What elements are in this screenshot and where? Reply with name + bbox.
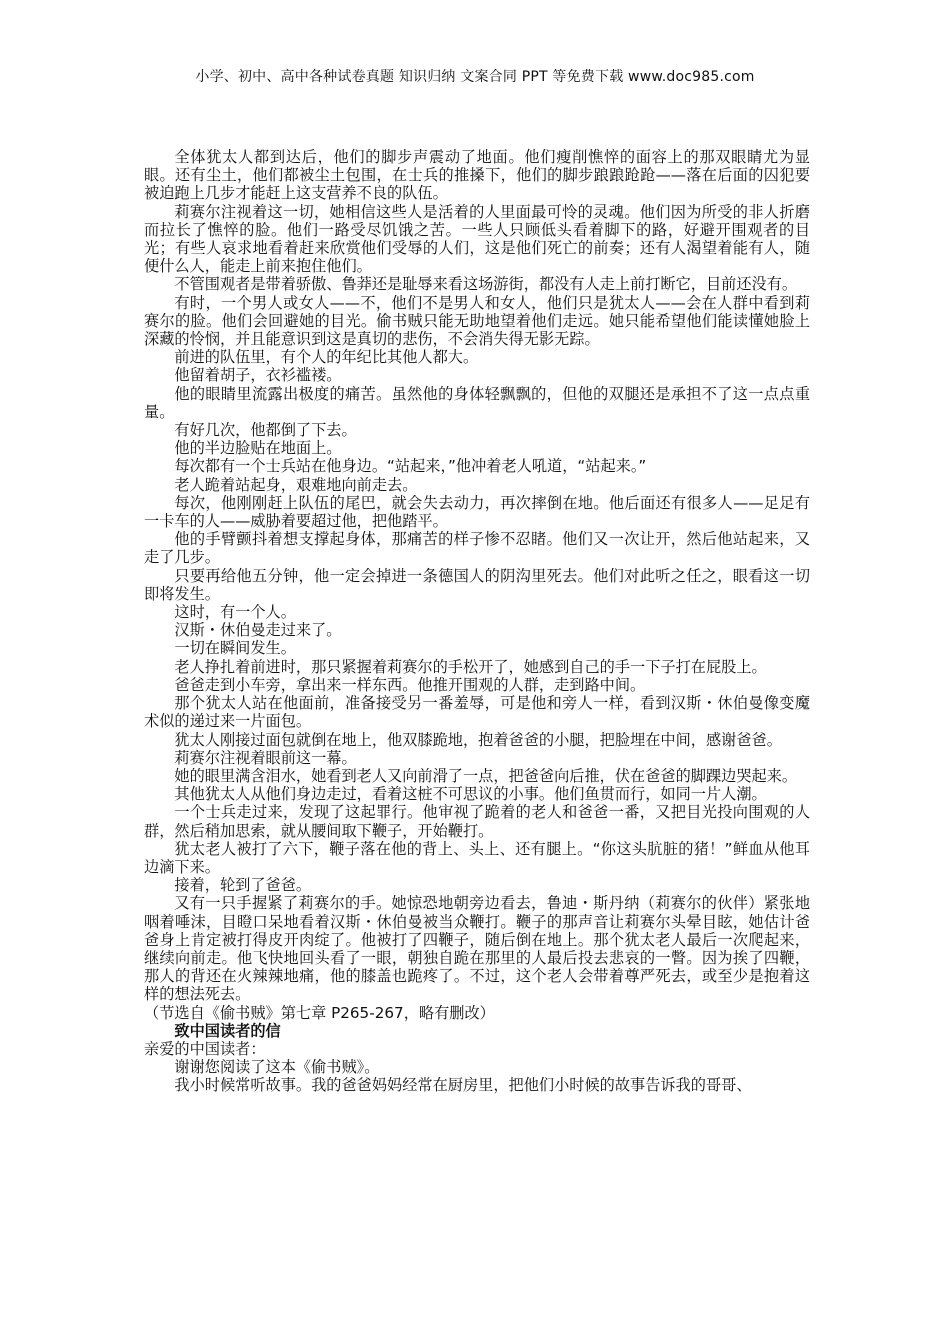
paragraph: 她的眼里满含泪水，她看到老人又向前滑了一点，把爸爸向后推，伏在爸爸的脚踝边哭起来。 (174, 766, 798, 785)
letter-salutation: 亲爱的中国读者： (144, 1039, 266, 1058)
paragraph: 犹太老人被打了六下，鞭子落在他的背上、头上、还有腿上。“你这头肮脏的猪！”鲜血从他耳边滴下来。 (144, 839, 810, 876)
paragraph: 有时，一个男人或女人——不，他们不是男人和女人，他们只是犹太人——会在人群中看到莉赛尔的脸。他们会回避她的目光。偷书贼只能无助地望着他们走远。她只能希望他们能读懂她脸上深藏的怜悯，并且能意识到这是真切的悲伤，不会消失得无影无踪。 (144, 293, 810, 349)
paragraph: 莉赛尔注视着眼前这一幕。 (174, 748, 357, 767)
paragraph: 老人挣扎着前进时，那只紧握着莉赛尔的手松开了，她感到自己的手一下子打在屁股上。 (174, 657, 767, 676)
paragraph: 一个士兵走过来，发现了这起罪行。他审视了跪着的老人和爸爸一番，又把目光投向围观的人群，然后稍加思索，就从腰间取下鞭子，开始鞭打。 (144, 803, 810, 840)
paragraph: 犹太人刚接过面包就倒在地上，他双膝跪地，抱着爸爸的小腿，把脸埋在中间，感谢爸爸。 (174, 730, 782, 749)
paragraph: 一切在瞬间发生。 (174, 639, 296, 658)
letter-title: 致中国读者的信 (174, 1021, 281, 1040)
paragraph: 那个犹太人站在他面前，准备接受另一番羞辱，可是他和旁人一样，看到汉斯・休伯曼像变魔术似的递过来一片面包。 (144, 694, 810, 731)
paragraph: 每次，他刚刚赶上队伍的尾巴，就会失去动力，再次摔倒在地。他后面还有很多人——足足有一卡车的人——威胁着要超过他，把他踏平。 (144, 493, 810, 531)
paragraph: 只要再给他五分钟，他一定会掉进一条德国人的阴沟里死去。他们对此听之任之，眼看这一切即将发生。 (144, 566, 810, 603)
paragraph: 不管围观者是带着骄傲、鲁莽还是耻辱来看这场游街，都没有人走上前打断它，目前还没有。 (174, 275, 798, 294)
excerpt-source: （节选自《偷书贼》第七章 P265-267，略有删改） (144, 1003, 495, 1022)
letter-paragraphs (144, 1058, 810, 1094)
paragraph: 前进的队伍里，有个人的年纪比其他人都大。 (174, 348, 479, 367)
paragraph: 汉斯・休伯曼走过来了。 (174, 621, 342, 640)
paragraph: 有好几次，他都倒了下去。 (174, 421, 357, 440)
paragraph: 接着，轮到了爸爸。 (174, 876, 312, 895)
excerpt-paragraphs (144, 148, 810, 1004)
page-header: 小学、初中、高中各种试卷真题 知识归纳 文案合同 PPT 等免费下载 www.doc985.com (195, 69, 755, 85)
paragraph: 全体犹太人都到达后，他们的脚步声震动了地面。他们瘦削憔悴的面容上的那双眼睛尤为显眼。还有尘土，他们都被尘土包围，在士兵的推搡下，他们的脚步踉踉跄跄——落在后面的囚犯要被迫跑上几步才能赶上这支营养不良的队伍。 (144, 148, 810, 203)
document-body (144, 148, 810, 1095)
paragraph: 这时，有一个人。 (174, 603, 296, 622)
paragraph: 又有一只手握紧了莉赛尔的手。她惊恐地朝旁边看去，鲁迪・斯丹纳（莉赛尔的伙伴）紧张地咽着唾沫，目瞪口呆地看着汉斯・休伯曼被当众鞭打。鞭子的那声音让莉赛尔头晕目眩，她估计爸爸身上肯定被打得皮开肉绽了。他被打了四鞭子，随后倒在地上。那个犹太老人最后一次爬起来，继续向前走。他飞快地回头看了一眼，朝独自跪在那里的人最后投去悲哀的一瞥。因为挨了四鞭，那人的背还在火辣辣地痛，他的膝盖也跪疼了。不过，这个老人会带着尊严死去，或至少是抱着这样的想法死去。 (144, 894, 810, 1004)
paragraph: 他留着胡子，衣衫褴褛。 (174, 366, 342, 385)
paragraph: 他的半边脸贴在地面上。 (174, 439, 342, 458)
paragraph: 其他犹太人从他们身边走过，看着这桩不可思议的小事。他们鱼贯而行，如同一片人潮。 (174, 785, 767, 804)
paragraph: 他的眼睛里流露出极度的痛苦。虽然他的身体轻飘飘的，但他的双腿还是承担不了这一点点重量。 (144, 384, 810, 421)
paragraph: 谢谢您阅读了这本《偷书贼》。 (174, 1058, 380, 1077)
paragraph: 他的手臂颤抖着想支撑起身体，那痛苦的样子惨不忍睹。他们又一次让开，然后他站起来，又走了几步。 (144, 530, 810, 567)
paragraph: 爸爸走到小车旁，拿出来一样东西。他推开围观的人群，走到路中间。 (174, 675, 646, 694)
paragraph: 莉赛尔注视着这一切，她相信这些人是活着的人里面最可怜的灵魂。他们因为所受的非人折磨而拉长了憔悴的脸。他们一路受尽饥饿之苦。一些人只顾低头看着脚下的路，好避开围观者的目光；有些人哀求地看着赶来欣赏他们受辱的人们，这是他们死亡的前奏；还有人渴望着能有人，随便什么人，能走上前来抱住他们。 (144, 202, 810, 276)
paragraph: 老人跪着站起身，艰难地向前走去。 (174, 475, 418, 494)
paragraph: 每次都有一个士兵站在他身边。“站起来，”他冲着老人吼道，“站起来。” (174, 457, 647, 476)
paragraph: 我小时候常听故事。我的爸爸妈妈经常在厨房里，把他们小时候的故事告诉我的哥哥、 (174, 1076, 752, 1095)
